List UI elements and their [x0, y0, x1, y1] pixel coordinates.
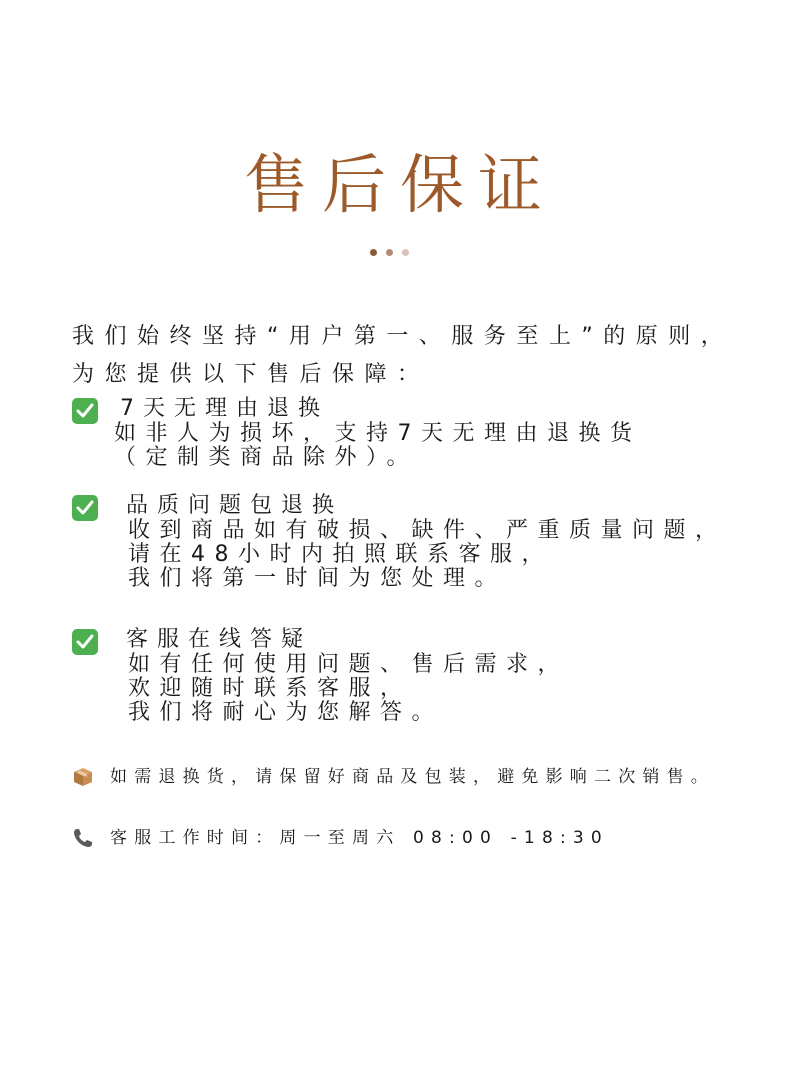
intro-line-1: 我们始终坚持“用户第一、服务至上”的原则，	[72, 324, 734, 349]
package-note	[72, 764, 772, 790]
section-line: 欢迎随时联系客服，	[128, 676, 412, 701]
check-mark-icon	[72, 398, 98, 424]
section-line: 我们将耐心为您解答。	[128, 700, 444, 725]
section-heading: 客服在线答疑	[126, 627, 313, 652]
section-line: （定制类商品除外）。	[114, 445, 419, 470]
section-online-support	[72, 627, 772, 727]
check-mark-icon	[72, 495, 98, 521]
package-icon	[72, 766, 94, 788]
service-hours	[72, 825, 772, 851]
section-line: 收到商品如有破损、缺件、严重质量问题，	[128, 518, 727, 543]
intro-line-2: 为您提供以下售后保障：	[72, 362, 430, 387]
service-hours-text: 客服工作时间：周一至周六 08:00 -18:30	[110, 828, 609, 848]
phone-icon	[72, 827, 94, 849]
section-body	[128, 653, 569, 725]
dot-medium	[386, 249, 393, 256]
section-line: 我们将第一时间为您处理。	[128, 566, 507, 591]
section-heading: 7天无理由退换	[120, 396, 329, 421]
decorative-dots	[370, 249, 430, 257]
dot-dark	[370, 249, 377, 256]
section-heading: 品质问题包退换	[126, 493, 344, 518]
section-body	[114, 422, 642, 470]
section-line: 如非人为损坏，支持7天无理由退换货	[114, 421, 642, 446]
section-quality-return	[72, 493, 772, 593]
section-line: 请在48小时内拍照联系客服，	[128, 542, 553, 567]
check-mark-icon	[72, 629, 98, 655]
intro-text	[72, 318, 772, 394]
section-7-day-return	[72, 396, 772, 476]
section-line: 如有任何使用问题、售后需求，	[128, 652, 570, 677]
dot-light	[402, 249, 409, 256]
page-title: 售后保证	[244, 149, 556, 223]
section-body	[128, 519, 727, 591]
package-note-text: 如需退换货，请保留好商品及包装，避免影响二次销售。	[110, 767, 715, 787]
